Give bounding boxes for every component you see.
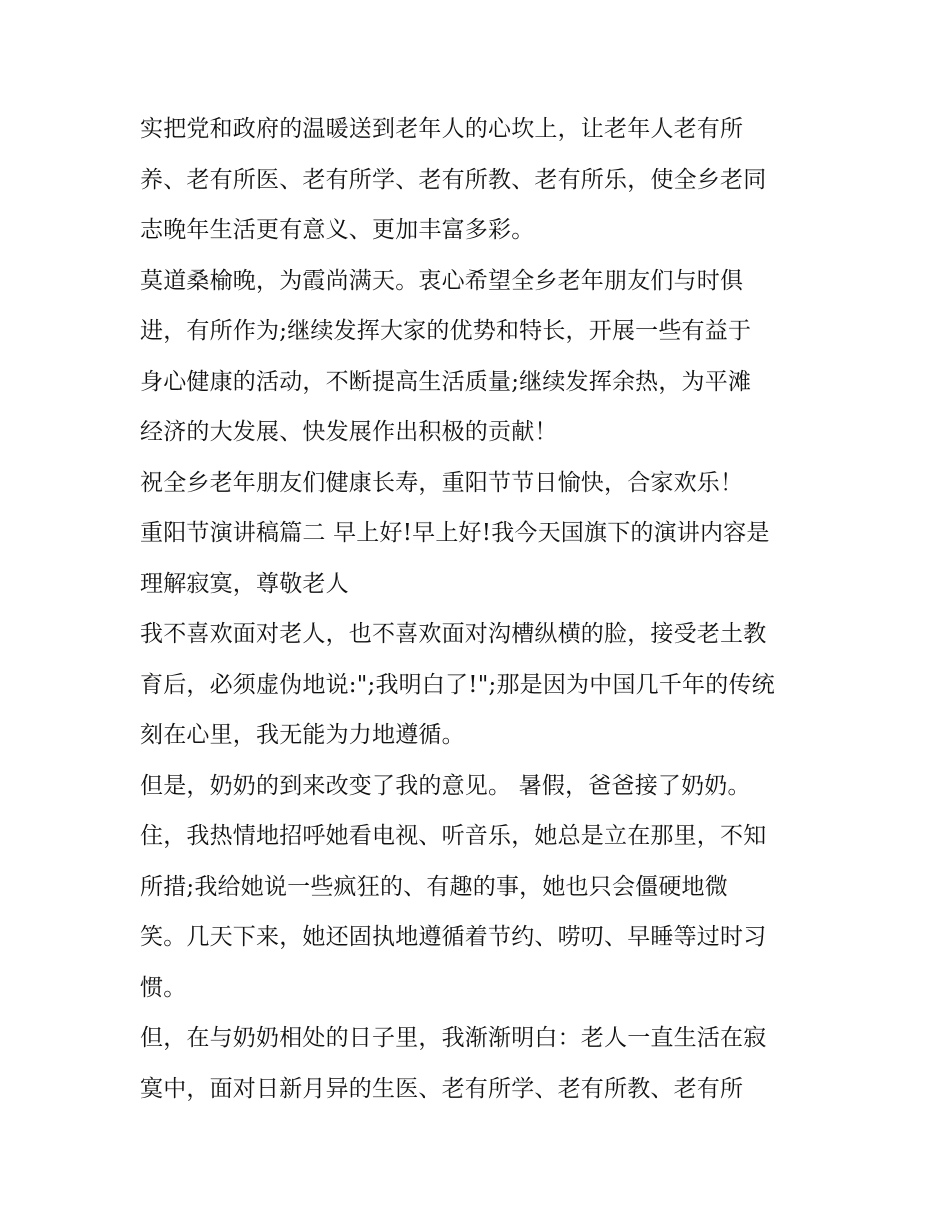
- text-line-12: 育后，必须虚伪地说:";我明白了!";那是因为中国几千年的传统: [140, 671, 775, 698]
- text-line-15: 住，我热情地招呼她看电视、听音乐，她总是立在那里，不知: [140, 823, 767, 849]
- text-line-7: 经济的大发展、快发展作出积极的贡献！: [140, 419, 558, 445]
- text-line-4: 莫道桑榆晚，为霞尚满天。衷心希望全乡老年朋友们与时俱: [140, 267, 744, 294]
- text-line-6: 身心健康的活动，不断提高生活质量;继续发挥余热，为平滩: [140, 368, 752, 395]
- text-line-16: 所措;我给她说一些疯狂的、有趣的事，她也只会僵硬地微: [140, 873, 728, 900]
- text-line-14: 但是，奶奶的到来改变了我的意见。 暑假，爸爸接了奶奶。: [140, 772, 751, 799]
- text-line-10: 理解寂寞，尊敬老人: [140, 570, 349, 597]
- text-line-8: 祝全乡老年朋友们健康长寿，重阳节节日愉快，合家欢乐！: [140, 469, 744, 496]
- text-line-9: 重阳节演讲稿篇二 早上好!早上好!我今天国旗下的演讲内容是: [140, 520, 770, 546]
- text-line-13: 刻在心里，我无能为力地遵循。: [140, 722, 465, 748]
- text-line-1: 实把党和政府的温暖送到老年人的心坎上，让老年人老有所: [140, 116, 744, 142]
- text-line-18: 惯。: [140, 974, 187, 1001]
- text-line-2: 养、老有所医、老有所学、老有所教、老有所乐，使全乡老同: [140, 166, 767, 193]
- text-line-11: 我不喜欢面对老人，也不喜欢面对沟槽纵横的脸，接受老土教: [140, 621, 767, 647]
- text-line-17: 笑。几天下来，她还固执地遵循着节约、唠叨、早睡等过时习: [140, 924, 767, 950]
- text-line-19: 但，在与奶奶相处的日子里，我渐渐明白：老人一直生活在寂: [140, 1025, 767, 1051]
- document-body: [140, 104, 820, 1114]
- text-line-5: 进，有所作为;继续发挥大家的优势和特长，开展一些有益于: [140, 318, 752, 344]
- text-line-3: 志晚年生活更有意义、更加丰富多彩。: [140, 217, 535, 243]
- text-line-20: 寞中，面对日新月异的生医、老有所学、老有所教、老有所: [140, 1075, 744, 1102]
